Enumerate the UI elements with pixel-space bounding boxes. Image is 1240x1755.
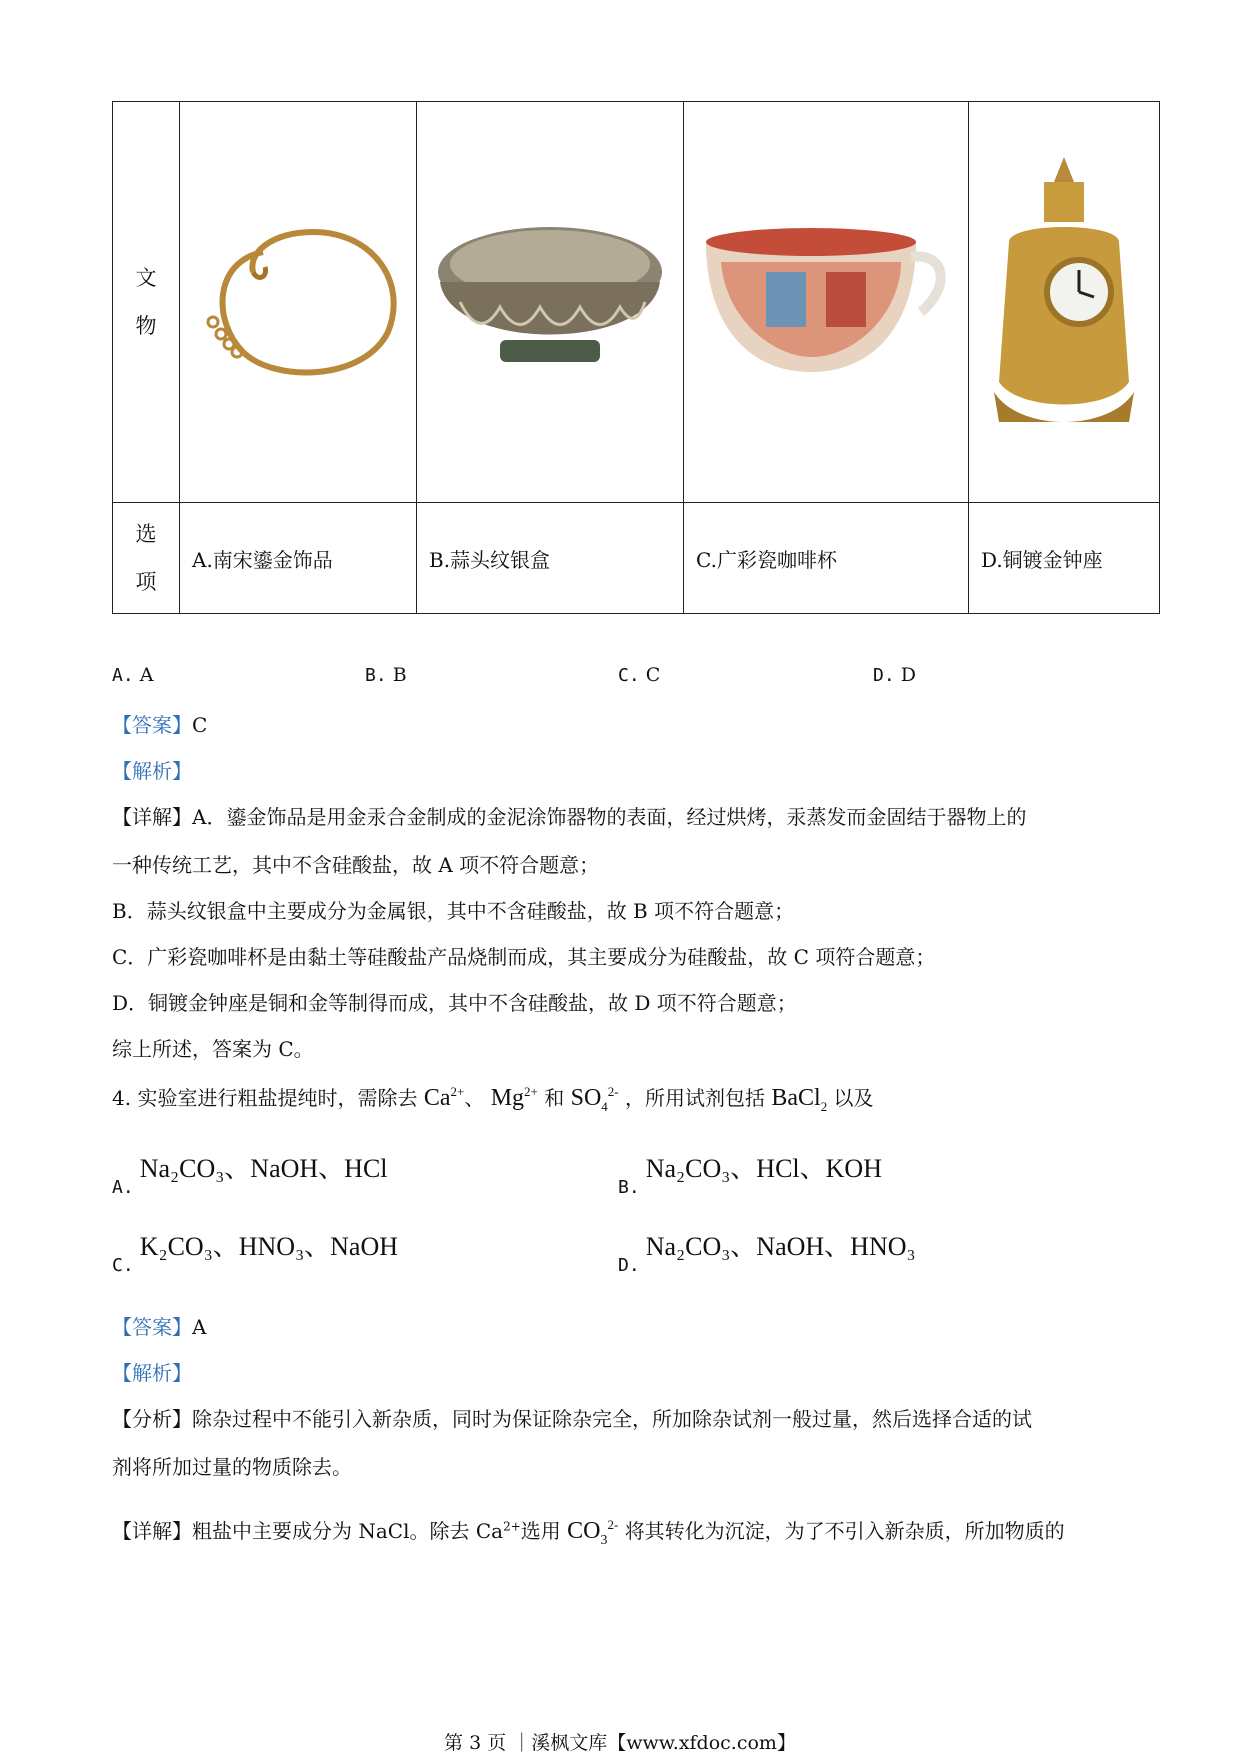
analysis-tag: 【解析】 (112, 759, 192, 783)
q3-detail-b: B．蒜头纹银盒中主要成分为金属银，其中不含硅酸盐，故 B 项不符合题意； (112, 899, 795, 923)
q4-fenxi-1 (112, 1396, 1122, 1442)
choice-value: C (645, 664, 661, 686)
q3-answer (112, 702, 1122, 748)
row-header-char: 项 (135, 570, 157, 594)
q3-choice-d (873, 664, 916, 686)
choice-formula: Na₂CO₃、NaOH、HCl (139, 1154, 388, 1183)
artifact-image-b (417, 102, 684, 503)
q3-detail-c: C．广彩瓷咖啡杯是由黏土等硅酸盐产品烧制而成，其主要成分为硅酸盐，故 C 项符合题意； (112, 945, 936, 969)
q4-fenxi-2: 剂将所加过量的物质除去。 (112, 1455, 352, 1479)
answer-value: A (192, 1315, 207, 1339)
artifact-table (112, 101, 1160, 614)
q4-choice-c (112, 1226, 399, 1276)
q4-analysis-tag (112, 1350, 1122, 1396)
row-header-artifact (113, 102, 180, 503)
stem-and: 和 (544, 1086, 565, 1110)
option-a-cell: A.南宋鎏金饰品 (180, 503, 417, 614)
detail-text: A．鎏金饰品是用金汞合金制成的金泥涂饰器物的表面，经过烘烤，汞蒸发而金固结于器物上的 (192, 805, 1027, 829)
q3-analysis-tag (112, 748, 1122, 794)
choice-formula: Na₂CO₃、HCl、KOH (645, 1154, 882, 1183)
gilt-clock-icon (989, 152, 1139, 452)
options-row (113, 503, 1160, 614)
ion-ca: $Ca^{2+}$ (423, 1084, 465, 1111)
choice-label: A. (112, 1177, 134, 1198)
row-header-char: 文 (135, 266, 157, 290)
q3-detail-d: D．铜镀金钟座是铜和金等制得而成，其中不含硅酸盐，故 D 项不符合题意； (112, 991, 797, 1015)
ion-co3: $CO_3^{2-}$ (567, 1517, 619, 1548)
q3-choice-a (112, 664, 153, 686)
choice-label: D. (618, 1255, 640, 1276)
artifact-image-row (113, 102, 1160, 503)
choice-value: A (139, 664, 154, 686)
stem-separator: 、 (464, 1086, 485, 1110)
q4-answer (112, 1304, 1122, 1350)
q3-choices (112, 664, 1122, 704)
q4-choice-d (618, 1226, 916, 1276)
choice-label: A. (112, 665, 134, 686)
artifact-image-a (180, 102, 417, 503)
choice-label: B. (618, 1177, 640, 1198)
detail-text: 将其转化为沉淀，为了不引入新杂质，所加物质的 (624, 1519, 1065, 1543)
q3-choice-c (618, 664, 660, 686)
fenxi-tag: 【分析】 (112, 1407, 192, 1431)
artifact-image-d (969, 102, 1160, 503)
row-header-char: 选 (135, 522, 157, 546)
option-d-cell: D.铜镀金钟座 (969, 503, 1160, 614)
q4-choice-b (618, 1148, 882, 1198)
porcelain-cup-icon (696, 212, 956, 392)
detail-tag: 【详解】 (112, 1519, 192, 1543)
ion-mg: $Mg^{2+}$ (490, 1084, 538, 1111)
choice-value: B (392, 664, 407, 686)
choice-formula: K₂CO₃、HNO₃、NaOH (139, 1232, 399, 1261)
choice-label: C. (618, 665, 640, 686)
q4-detail: 【详解】粗盐中主要成分为 NaCl。除去 $Ca^{2+}$选用 $CO_3^{2-}$ 将其转化为沉淀，为了不引入新杂质，所加物质的 (112, 1517, 1065, 1548)
choice-label: D. (873, 665, 895, 686)
choice-value: D (900, 664, 916, 686)
q3-choice-b (365, 664, 407, 686)
silver-box-icon (430, 212, 670, 392)
q3-summary: 综上所述，答案为 C。 (112, 1037, 314, 1061)
choice-label: B. (365, 665, 387, 686)
question-number: 4. (112, 1086, 132, 1110)
stem-text: 实验室进行粗盐提纯时，需除去 (137, 1086, 418, 1110)
answer-tag: 【答案】 (112, 1315, 192, 1339)
row-header-options (113, 503, 180, 614)
reagent-bacl2: BaCl$_2$ (771, 1085, 828, 1114)
stem-text: 以及 (833, 1086, 874, 1110)
choice-formula: Na₂CO₃、NaOH、HNO₃ (645, 1232, 916, 1261)
q3-detail-a (112, 794, 1122, 840)
artifact-image-c (684, 102, 969, 503)
q3-detail-a2: 一种传统工艺，其中不含硅酸盐，故 A 项不符合题意； (112, 853, 600, 877)
answer-tag: 【答案】 (112, 713, 192, 737)
option-b-cell: B.蒜头纹银盒 (417, 503, 684, 614)
gold-necklace-icon (193, 212, 403, 392)
ion-so4: $SO_4^{2-}$ (570, 1084, 619, 1114)
detail-text: 选用 (520, 1519, 561, 1543)
choice-label: C. (112, 1255, 134, 1276)
answer-value: C (192, 713, 208, 737)
detail-text: 粗盐中主要成分为 NaCl。除去 Ca (192, 1519, 504, 1543)
detail-tag: 【详解】 (112, 805, 192, 829)
page-footer: 第 3 页 ｜溪枫文库【www.xfdoc.com】 (444, 1732, 796, 1754)
q4-choice-a (112, 1148, 388, 1198)
row-header-char: 物 (135, 314, 157, 338)
analysis-tag: 【解析】 (112, 1361, 192, 1385)
q4-stem (112, 1082, 874, 1115)
fenxi-text: 除杂过程中不能引入新杂质，同时为保证除杂完全，所加除杂试剂一般过量，然后选择合适的试 (192, 1407, 1032, 1431)
option-c-cell: C.广彩瓷咖啡杯 (684, 503, 969, 614)
stem-text: ，所用试剂包括 (624, 1086, 765, 1110)
